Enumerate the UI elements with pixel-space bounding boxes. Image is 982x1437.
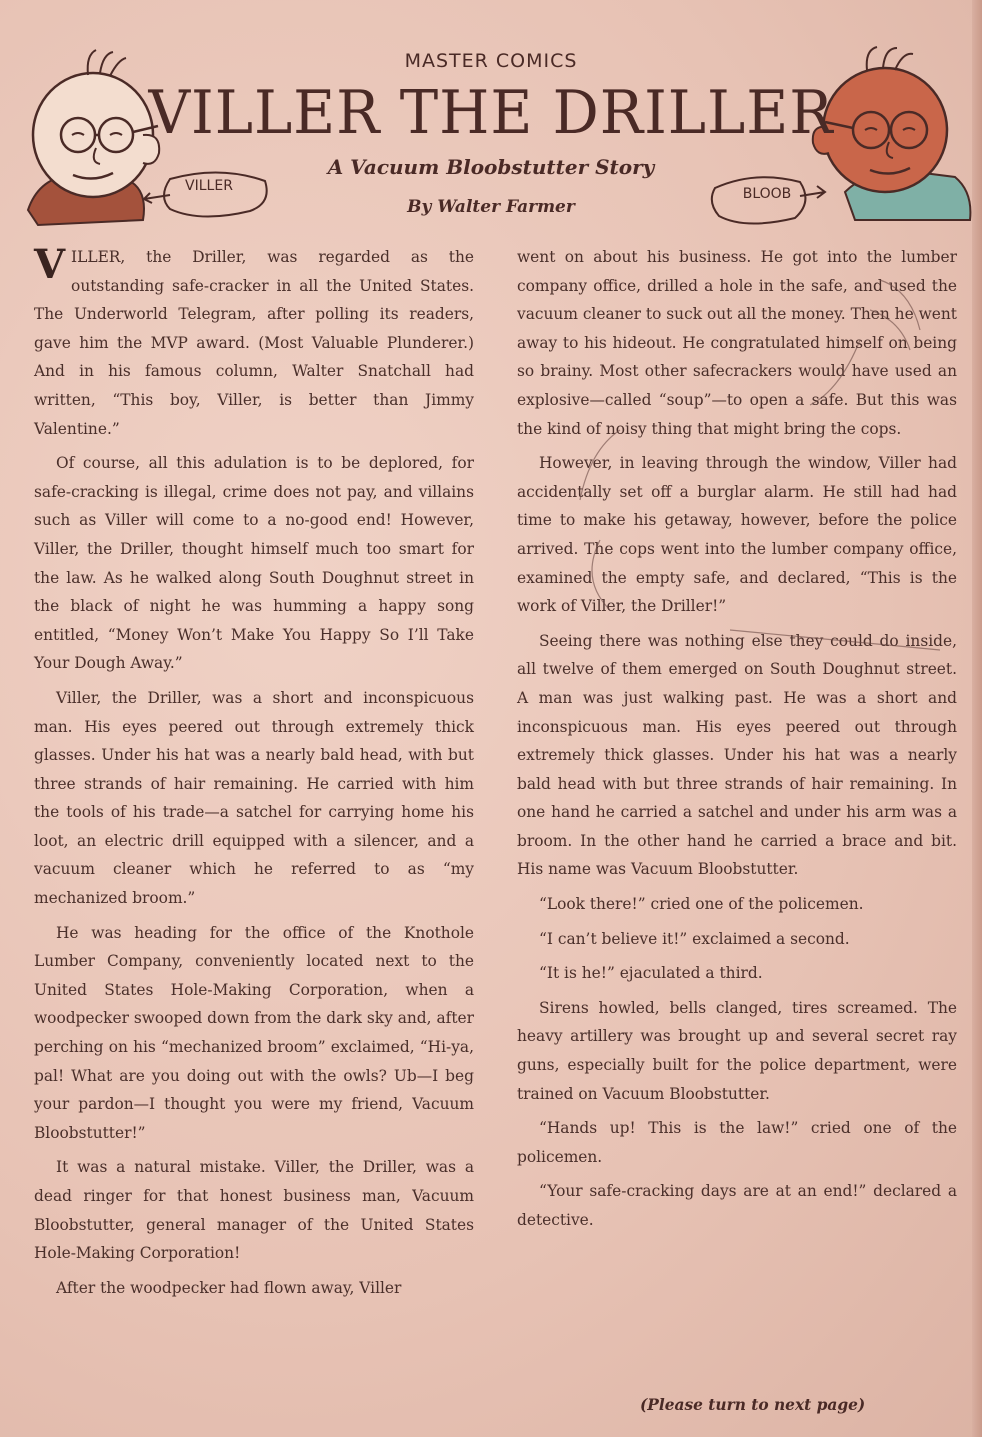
story-paragraph: VILLER, the Driller, was regarded as the outstanding safe-cracker in all the United States. The Underworld Telegram, after polling its readers, gave him the MVP award. (Most Valuable Plunderer.) And in his famous column, Walter Snatchall had written, “This boy, Viller, is better than Jimmy Valentine.” <box>34 241 474 438</box>
story-column-left <box>34 243 474 1308</box>
viller-caption: VILLER <box>185 178 233 194</box>
story-paragraph: “Your safe-cracking days are at an end!” declared a detective. <box>517 1182 957 1229</box>
story-paragraph: “Look there!” cried one of the policemen. <box>539 895 864 914</box>
story-paragraph: It was a natural mistake. Viller, the Driller, was a dead ringer for that honest business man, Vacuum Bloobstutter, general manager of the United States Hole-Making Corporation! <box>34 1158 474 1263</box>
story-paragraph: He was heading for the office of the Knothole Lumber Company, conveniently located next to the United States Hole-Making Corporation, when a woodpecker swooped down from the dark sky and, after perching on his “mechanized broom” exclaimed, “Hi-ya, pal! What are you doing out with the owls? Ub—I beg your pardon—I thought you were my friend, Vacuum Bloobstutter!” <box>34 923 474 1142</box>
drop-cap: V <box>34 241 66 288</box>
story-subtitle: A Vacuum Bloobstutter Story <box>327 155 655 179</box>
story-paragraph: However, in leaving through the window, Viller had accidentally set off a burglar alarm. He still had had time to make his getaway, however, before the police arrived. The cops went into the lumber company office, examined the empty safe, and declared, “This is the work of Viller, the Driller!” <box>517 454 957 616</box>
story-paragraph: Seeing there was nothing else they could do inside, all twelve of them emerged on South Doughnut street. A man was just walking past. He was a short and inconspicuous man. His eyes peered out through extremely thick glasses. Under his hat was a nearly bald head with but three strands of hair remaining. In one hand he carried a satchel and under his arm was a broom. In the other hand he carried a brace and bit. His name was Vacuum Bloobstutter. <box>517 631 957 879</box>
story-paragraph: “It is he!” ejaculated a third. <box>539 964 763 983</box>
bloob-caption: BLOOB <box>742 186 792 202</box>
story-column-right <box>517 243 957 1241</box>
story-paragraph: After the woodpecker had flown away, Viller <box>56 1278 402 1297</box>
story-byline: By Walter Farmer <box>407 197 575 217</box>
story-paragraph: “I can’t believe it!” exclaimed a second. <box>539 929 850 948</box>
story-title: VILLER THE DRILLER <box>148 78 834 148</box>
publication-name: MASTER COMICS <box>404 50 578 72</box>
story-paragraph: Of course, all this adulation is to be deplored, for safe-cracking is illegal, crime does not pay, and villains such as Viller will come to a no-good end! However, Viller, the Driller, thought himself much too smart for the law. As he walked along South Doughnut street in the black of night he was humming a happy song entitled, “Money Won’t Make You Happy So I’ll Take Your Dough Away.” <box>34 454 474 673</box>
story-paragraph: “Hands up! This is the law!” cried one of the policemen. <box>517 1119 957 1166</box>
continued-note: (Please turn to next page) <box>640 1396 866 1414</box>
story-paragraph: Viller, the Driller, was a short and inconspicuous man. His eyes peered out through extremely thick glasses. Under his hat was a nearly bald head, with but three strands of hair remaining. He carried with him the tools of his trade—a satchel for carrying home his loot, an electric drill equipped with a silencer, and a vacuum cleaner which he referred to as “my mechanized broom.” <box>34 688 474 908</box>
story-paragraph: Sirens howled, bells clanged, tires screamed. The heavy artillery was brought up and several secret ray guns, especially built for the police department, were trained on Vacuum Bloobstutter. <box>517 998 957 1103</box>
story-paragraph: went on about his business. He got into the lumber company office, drilled a hole in the safe, and used the vacuum cleaner to suck out all the money. Then he went away to his hideout. He congratulated himself on being so brainy. Most other safecrackers would have used an explosive—called “soup”—to open a safe. But this was the kind of noisy thing that might bring the cops. <box>517 248 957 438</box>
